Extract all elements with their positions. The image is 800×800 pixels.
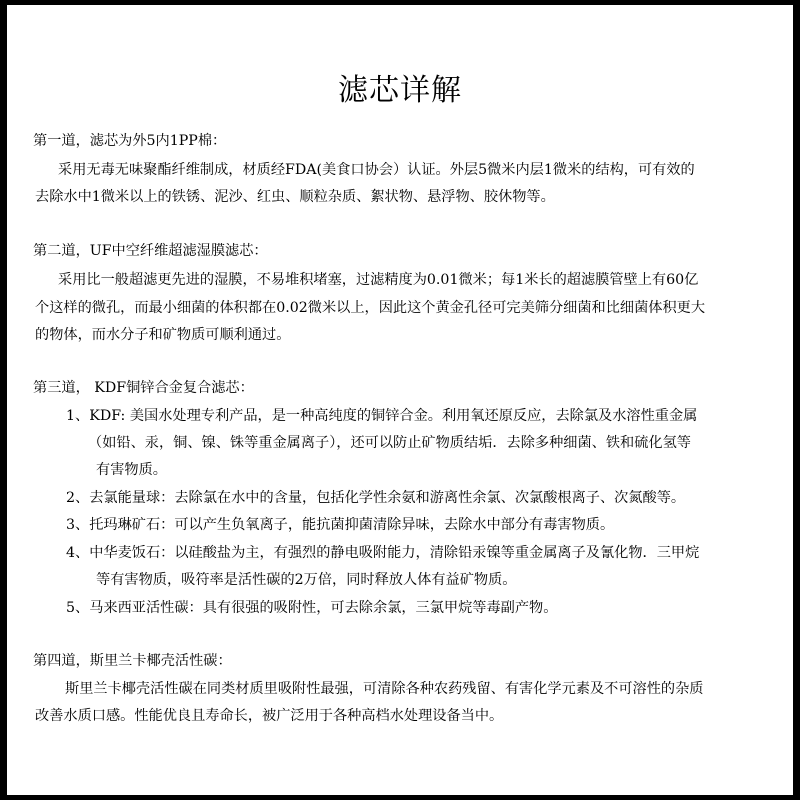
section-3-item-5: 5、马来西亚活性碳：具有很强的吸附性，可去除余氯，三氯甲烷等毒副产物。 — [66, 600, 558, 616]
section-4-line-1: 斯里兰卡椰壳活性碳在同类材质里吸附性最强，可清除各种农药残留、有害化学元素及不可溶性的杂质 — [65, 681, 704, 697]
section-1-line-1: 采用无毒无味聚酯纤维制成，材质经FDA(美食口协会）认证。外层5微米内层1微米的结构，可有效的 — [58, 162, 695, 178]
section-3-heading: 第三道， KDF铜锌合金复合滤芯： — [33, 380, 254, 396]
section-3-item-1-line-2: （如铅、汞，铜、镍、铢等重金属离子），还可以防止矿物质结垢．去除多种细菌、铁和硫化氢等 — [88, 435, 691, 451]
section-3-item-1-line-1: 1、KDF: 美国水处理专利产品，是一种高纯度的铜锌合金。利用氧还原反应，去除氯及水溶性重金属 — [66, 408, 698, 424]
page-title: 滤芯详解 — [338, 73, 462, 108]
section-3-item-4-line-1: 4、中华麦饭石：以硅酸盐为主，有强烈的静电吸附能力，清除铅汞镍等重金属离子及氰化物．三甲烷 — [66, 545, 700, 561]
section-2-line-1: 采用比一般超滤更先进的湿膜，不易堆积堵塞，过滤精度为0.01微米；每1米长的超滤膜管壁上有60亿 — [58, 272, 699, 288]
section-2-line-3: 的物体，而水分子和矿物质可顺利通过。 — [35, 327, 291, 343]
section-3-item-2: 2、去氯能量球：去除氯在水中的含量，包括化学性余氨和游离性余氯、次氯酸根离子、次氮酸等。 — [66, 490, 686, 506]
section-1-line-2: 去除水中1微米以上的铁锈、泥沙、红虫、顺粒杂质、絮状物、悬浮物、胶休物等。 — [35, 189, 555, 205]
section-3-item-3: 3、托玛琳矿石：可以产生负氧离子，能抗菌抑菌清除异味，去除水中部分有毒害物质。 — [66, 517, 615, 533]
section-4-heading: 第四道，斯里兰卡椰壳活性碳： — [33, 653, 232, 669]
section-4-line-2: 改善水质口感。性能优良且寿命长，被广泛用于各种高档水处理设备当中。 — [35, 708, 504, 724]
section-2-heading: 第二道，UF中空纤维超滤湿膜滤芯： — [33, 243, 268, 259]
section-1-heading: 第一道，滤芯为外5内1PP棉： — [33, 133, 227, 149]
section-3-item-1-line-3: 有害物质。 — [96, 462, 167, 478]
section-2-line-2: 个这样的微孔，而最小细菌的体积都在0.02微米以上，因此这个黄金孔径可完美筛分细菌和比细菌体积更大 — [35, 300, 706, 316]
section-3-item-4-line-2: 等有害物质，吸符率是活性碳的2万倍，同时释放人体有益矿物质。 — [96, 572, 517, 588]
document-page — [7, 5, 793, 795]
